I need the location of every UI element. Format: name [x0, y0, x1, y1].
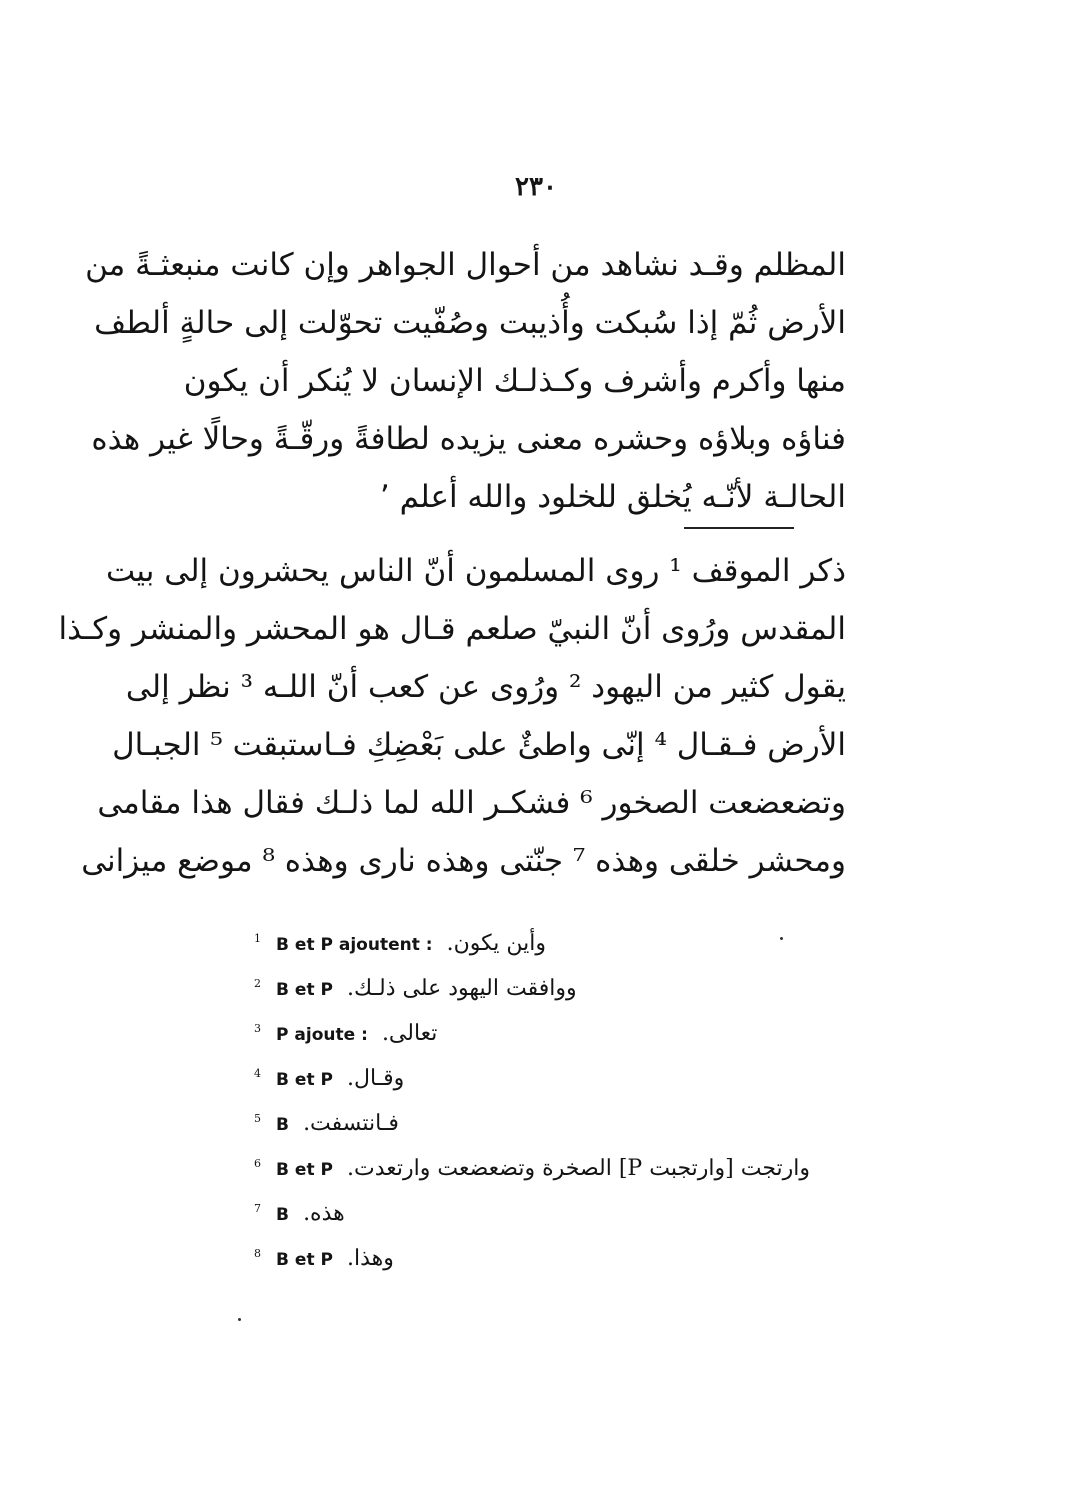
text-line: منها وأكرم وأشرف وكـذلـك الإنسان لا يُنكر أن يكون — [183, 363, 846, 399]
scan-speck — [780, 937, 783, 940]
footnote-arabic: وهذا. — [347, 1246, 394, 1271]
paragraph-1 — [85, 236, 846, 526]
footnote-mark: 8 — [254, 1247, 261, 1260]
text-line: الأرض فـقـال ⁴ إنّى واطئٌ على بَعْضِكِ فـاستبقت ⁵ الجبـال — [112, 727, 846, 763]
footnote-label: B et P — [276, 1070, 333, 1090]
text-line: ومحشر خلقى وهذه ⁷ جنّتى وهذه نارى وهذه ⁸ موضع ميزانى — [81, 843, 846, 879]
footnote-mark: 1 — [254, 932, 261, 945]
footnote-mark: 6 — [254, 1157, 261, 1170]
footnote — [254, 1149, 814, 1194]
footnote-arabic: وارتجت [وارتجبت P] الصخرة وتضعضعت وارتعدت. — [347, 1156, 811, 1181]
footnote-label: B et P — [276, 1250, 333, 1270]
text-line: المظلم وقـد نشاهد من أحوال الجواهر وإن كانت منبعثـةً من — [85, 247, 846, 283]
footnote — [254, 1014, 814, 1059]
footnote-arabic: وأين يكون. — [446, 931, 546, 956]
text-line: المقدس ورُوى أنّ النبيّ صلعم قـال هو المحشر والمنشر وكـذا — [58, 611, 846, 647]
text-line: ذكر الموقف ¹ روى المسلمون أنّ الناس يحشرون إلى بيت — [105, 553, 846, 589]
text-line: فناؤه وبلاؤه وحشره معنى يزيده لطافةً ورقّـةً وحالًا غير هذه — [91, 421, 846, 457]
footnote-mark: 2 — [254, 977, 261, 990]
footnote-label: P ajoute : — [276, 1025, 368, 1045]
footnote-mark: 7 — [254, 1202, 261, 1215]
scan-speck — [238, 1318, 241, 1321]
footnote-arabic: تعالى. — [381, 1021, 438, 1046]
footnote-arabic: ووافقت اليهود على ذلـك. — [347, 976, 577, 1001]
footnote — [254, 924, 814, 969]
page-number: ٢٣٠ — [515, 172, 557, 202]
footnote-label: B — [276, 1205, 290, 1225]
footnote — [254, 1104, 814, 1149]
text-line: الأرض ثُمّ إذا سُبكت وأُذيبت وصُفّيت تحوّلت إلى حالةٍ ألطف — [94, 305, 846, 341]
footnote-label: B et P ajoutent : — [276, 935, 433, 955]
footnote-mark: 5 — [254, 1112, 261, 1125]
paragraph-2 — [58, 542, 846, 890]
footnote-arabic: فـانتسفت. — [303, 1111, 399, 1136]
footnotes — [254, 924, 814, 1284]
footnote-label: B et P — [276, 980, 333, 1000]
text-line: وتضعضعت الصخور ⁶ فشكـر الله لما ذلـك فقال هذا مقامى — [97, 785, 846, 821]
footnote-arabic: هذه. — [303, 1201, 345, 1226]
text-line: الحالـة لأنّـه يُخلق للخلود والله أعلم ٬ — [379, 479, 846, 515]
footnote-mark: 4 — [254, 1067, 261, 1080]
footnote-label: B — [276, 1115, 290, 1135]
footnote-mark: 3 — [254, 1022, 261, 1035]
footnote — [254, 969, 814, 1014]
section-heading-overline — [684, 527, 794, 529]
footnote-label: B et P — [276, 1160, 333, 1180]
footnote — [254, 1239, 814, 1284]
footnote — [254, 1194, 814, 1239]
footnote-arabic: وقـال. — [347, 1066, 405, 1091]
text-line: يقول كثير من اليهود ² ورُوى عن كعب أنّ اللـه ³ نظر إلى — [125, 669, 846, 705]
footnote — [254, 1059, 814, 1104]
